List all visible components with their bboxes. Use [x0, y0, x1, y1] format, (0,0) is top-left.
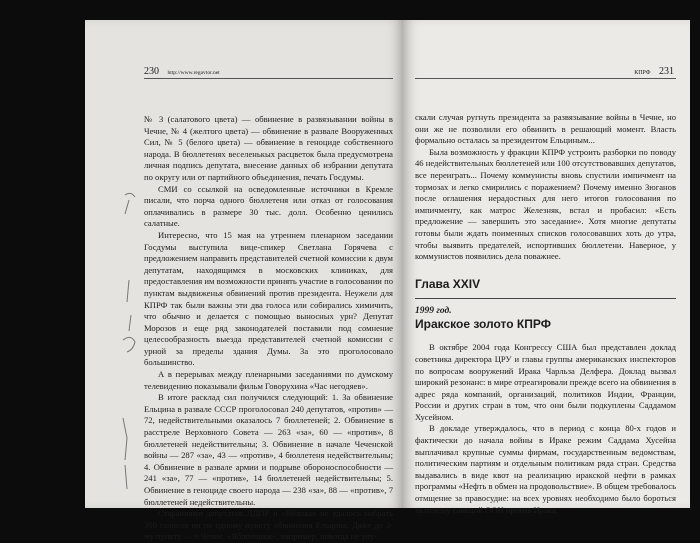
right-page-body: [415, 112, 676, 516]
left-page: [85, 20, 403, 542]
left-page-number: 230: [144, 66, 159, 77]
paragraph: В итоге расклад сил получился следующий: 1. За обвинение Ельцина в развале СССР проголосовал 240 депутатов, «против» — 72, недействительными оказалось 7 бюллетеней; 2. Обвинение в расстреле Верховного Совета — 263 «за», 60 — «против», 8 бюллетеней недействительны; 3. Обвинение в начале Чеченской войны — 287 «за», 43 — «против», 4 бюллетеня недействительны; 4. Обвинение в развале армии и подрыве обороноспособности — 241 «за», 77 — «против», 14 бюллетеней недействительны; 5. Обвинение в геноциде своего народа — 238 «за», 88 — «против», 7 бюллетеней недействительны.: [144, 392, 393, 507]
chapter-title: Глава XXIV: [415, 276, 481, 291]
right-page: [403, 20, 690, 515]
right-page-number: 231: [659, 66, 674, 77]
paragraph: В октябре 2004 года Конгрессу США был представлен доклад советника директора ЦРУ и главы группы американских инспекторов по вопросам вооружений Ирака Чарльза Делфера. Доклад вызвал широкий резонанс: в мире отреагировали прежде всего на обвинения в адрес ряда компаний, организаций, политиков Индии, Франции, России и других стран в том, что они были подкуплены Саддамом Хусейном.: [415, 342, 676, 422]
paragraph: Интересно, что 15 мая на утреннем пленарном заседании Госдумы выступила вице-спикер Светлана Горячева с предложением направить представителей счетной комиссии к двум депутатам, находящимся в московских клиниках, для предоставления им возможности принять участие в голосовании по пунктам выдвиженья обвинений против президента. Неужели для КПРФ так были важны эти два голоса или собирались химичить, что обычно и делается с помощью выносных урн? Депутат Морозов и еще ряд законодателей поставили под сомнение целесообразность выезда представителей счетной комиссии с урной за пределы здания Думы. За это проголосовало большинство.: [144, 229, 393, 368]
right-page-header: [417, 66, 674, 77]
paragraph: А в перерывах между пленарными заседаниями по думскому телевидению показывали фильм Говорухина «Час негодяев».: [144, 369, 393, 391]
chapter-year: 1999 год.: [415, 306, 452, 317]
paragraph: СМИ со ссылкой на осведомленные источники в Кремле писали, что порча одного бюллетеня или отказ от голосования оплачивались в размере 30 тыс. долл. Особенно ценились салатные.: [144, 183, 393, 229]
chapter-subtitle: Иракское золото КПРФ: [415, 317, 551, 332]
paragraph: В докладе утверждалось, что в период с конца 80-х годов и фактически до начала войны в Ираке режим Саддама Хусейна выплачивал крупные суммы фирмам, государственным ведомствам, политическим партиям и отдельным политикам ряда стран. Средства выдавались в виде квот на реализацию иракской нефти в рамках программы «Нефть в обмен на продовольствие». В общем требовалось отмщение за правосудие: на всех уровнях необходимо было бороться за отмену санкций ООН против Ирака,: [415, 423, 677, 515]
pencil-margin-marks: [85, 20, 403, 508]
paragraph: Стараниями депутатов ЛДПР и «Яблока» не удалось набрать 300 голосов ни по одному пункту обвинения Ельцина. Даже до 3-му пункту — о Чечне. «Яблочники», например, никогда не упу-: [144, 508, 393, 542]
paragraph: скали случая ругнуть президента за развязывание войны в Чечне, но они же не позволили его обвинить в решающий момент. Власть формально осталась за президентом Ельциным...: [415, 112, 676, 146]
chapter-rule: [415, 298, 676, 299]
right-header-label: КПРФ: [634, 70, 651, 76]
paragraph: № 3 (салатового цвета) — обвинение в развязывании войны в Чечне, № 4 (желтого цвета) — обвинение в развале Вооруженных Сил, № 5 (белого цвета) — обвинение в геноциде собственного народа. В бюллетенях веселенькых расцветок была предусмотрена личная подпись депутата, внесение данных об избрании депутата по округу или от партийного объединения, печать Госдумы.: [144, 114, 393, 182]
left-page-url: http://www.regavtor.net: [167, 70, 220, 76]
paragraph: Была возможность у фракции КПРФ устроить разборки по поводу 46 недействительных бюллетеней или 100 отсутствовавших депутатов, все переиграть... Почему коммунисты вновь спустили импичмент на тормозах и легко смирились с поражением? Почему именно Зюганов после оглашения нерадостных для него итогов голосования по импичменту, как матрос Железняк, встал и пробасил: «Есть предложение — завершить это заседание». Хотя многие депутаты готовы были ждать поименных списков голосовавших хоть до утра, чтобы выявить предателей, испортивших бюллетени. Наверное, у коммунистов появились дела поважнее.: [415, 146, 676, 262]
right-header-rule: [415, 78, 676, 79]
